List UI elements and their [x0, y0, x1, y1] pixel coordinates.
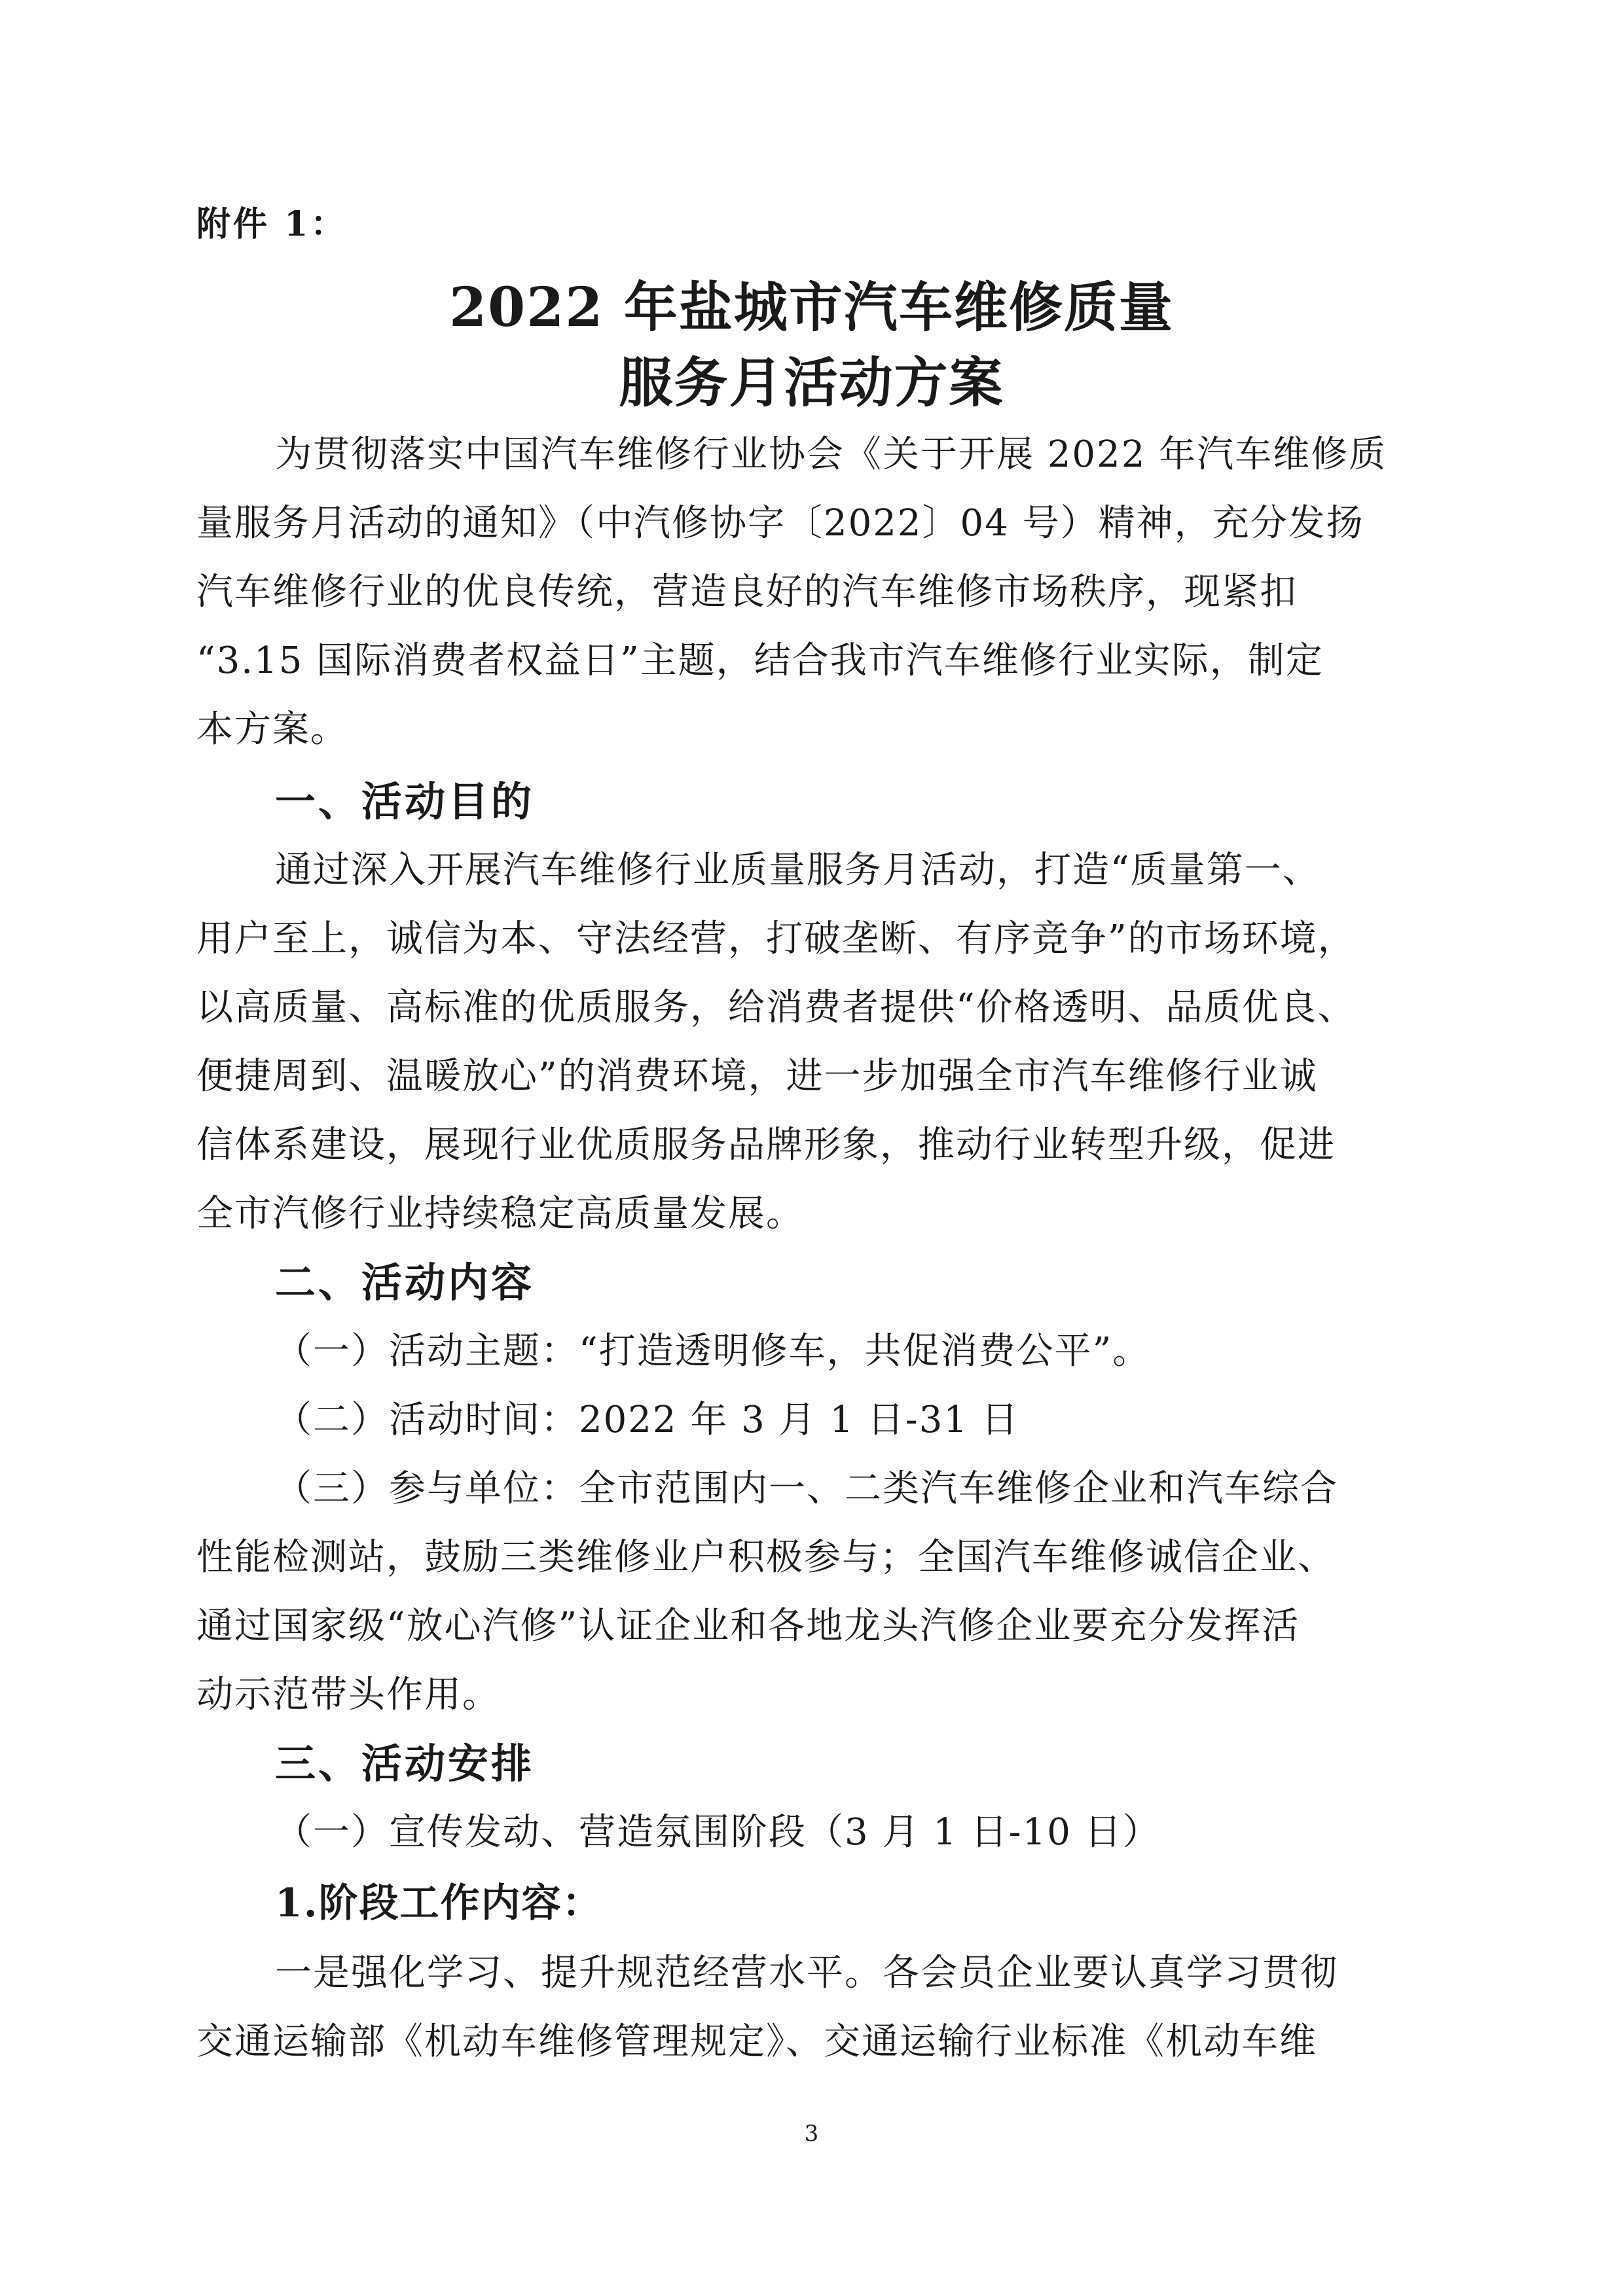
- intro-line-5: 本方案。: [196, 708, 348, 751]
- section-3-line-1: 一是强化学习、提升规范经营水平。各会员企业要认真学习贯彻: [275, 1952, 1338, 1994]
- section-2-item-3-line-1: （三）参与单位：全市范围内一、二类汽车维修企业和汽车综合: [275, 1467, 1338, 1510]
- section-2-item-3-line-3: 通过国家级“放心汽修”认证企业和各地龙头汽修企业要充分发挥活: [196, 1605, 1300, 1647]
- section-3-subheading: 1.阶段工作内容：: [275, 1880, 603, 1926]
- section-3-line-2: 交通运输部《机动车维修管理规定》、交通运输行业标准《机动车维: [196, 2020, 1317, 2063]
- section-1-heading: 一、活动目的: [275, 778, 535, 825]
- section-2-item-3-line-4: 动示范带头作用。: [196, 1674, 500, 1716]
- section-2-item-2: （二）活动时间：2022 年 3 月 1 日-31 日: [275, 1399, 1019, 1441]
- section-1-line-4: 便捷周到、温暖放心”的消费环境，进一步加强全市汽车维修行业诚: [196, 1055, 1318, 1098]
- intro-line-4: “3.15 国际消费者权益日”主题，结合我市汽车维修行业实际，制定: [196, 639, 1324, 682]
- section-2-heading: 二、活动内容: [275, 1259, 535, 1306]
- section-1-line-2: 用户至上，诚信为本、守法经营，打破垄断、有序竞争”的市场环境，: [196, 918, 1356, 960]
- section-3-heading: 三、活动安排: [275, 1740, 535, 1787]
- intro-line-2: 量服务月活动的通知》（中汽修协字〔2022〕04 号）精神，充分发扬: [196, 502, 1364, 545]
- intro-line-3: 汽车维修行业的优良传统，营造良好的汽车维修市场秩序，现紧扣: [196, 571, 1298, 613]
- section-1-line-1: 通过深入开展汽车维修行业质量服务月活动，打造“质量第一、: [275, 849, 1321, 891]
- document-title-line-2: 服务月活动方案: [619, 351, 1004, 414]
- section-3-phase-1: （一）宣传发动、营造氛围阶段（3 月 1 日-10 日）: [275, 1811, 1161, 1854]
- section-2-item-3-line-2: 性能检测站，鼓励三类维修业户积极参与；全国汽车维修诚信企业、: [196, 1536, 1336, 1579]
- section-1-line-5: 信体系建设，展现行业优质服务品牌形象，推动行业转型升级，促进: [196, 1124, 1336, 1166]
- section-2-item-1: （一）活动主题：“打造透明修车，共促消费公平”。: [275, 1330, 1151, 1372]
- document-title-line-1: 2022 年盐城市汽车维修质量: [449, 276, 1174, 339]
- section-1-line-3: 以高质量、高标准的优质服务，给消费者提供“价格透明、品质优良、: [196, 986, 1356, 1029]
- intro-line-1: 为贯彻落实中国汽车维修行业协会《关于开展 2022 年汽车维修质: [275, 433, 1387, 476]
- section-1-line-6: 全市汽修行业持续稳定高质量发展。: [196, 1193, 804, 1235]
- attachment-label: 附件 1：: [196, 204, 348, 244]
- page-number: 3: [804, 2121, 819, 2147]
